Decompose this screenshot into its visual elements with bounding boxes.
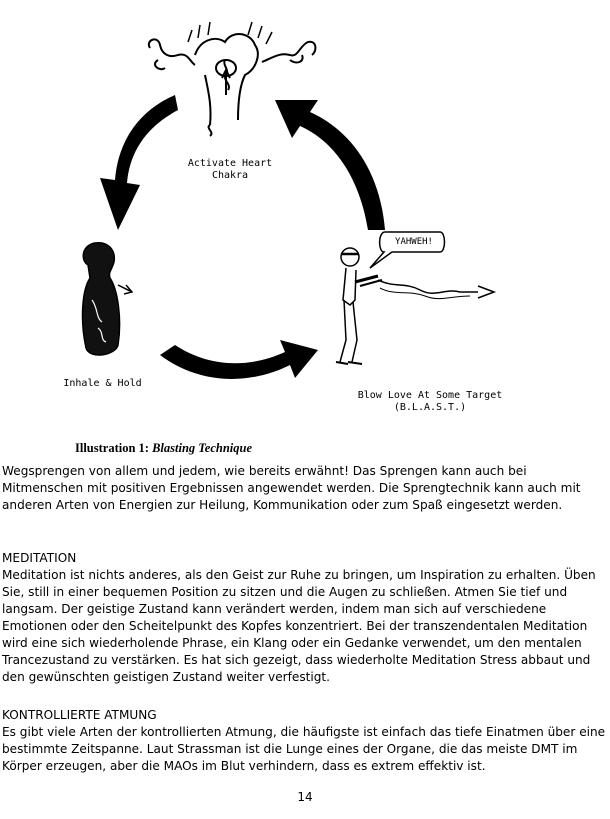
blast-figure: [336, 232, 494, 364]
arrow-left: [100, 95, 178, 230]
intro-paragraph: [2, 463, 606, 514]
caption-prefix: Illustration 1:: [75, 441, 149, 455]
meditation-text: Meditation ist nichts anderes, als den Geist zur Ruhe zu bringen, um Inspiration zu erhalten. Üben Sie, still in einer bequemen Position zu sitzen und die Augen zu schließen. Atmen Sie tief und langsam. Der geistige Zustand kann verändert werden, indem man sich auf verschiedene Emotionen oder den Scheitelpunkt des Kopfes konzentriert. Bei der transzendentalen Meditation wird eine sich wiederholende Phrase, ein Klang oder ein Gedanke verwendet, um den mentalen Trancezustand zu verstärken. Es hat sich gezeigt, dass wiederholte Meditation Stress abbaut und den gewünschten geistigen Zustand weiter verfestigt.: [2, 568, 596, 684]
speech-bubble-text: YAHWEH!: [395, 237, 433, 247]
label-inhale-hold: Inhale & Hold: [63, 378, 142, 389]
caption-title: Blasting Technique: [152, 441, 253, 455]
meditation-heading: MEDITATION: [2, 551, 77, 565]
arrow-bottom: [160, 340, 318, 379]
inhale-hold-figure: [83, 243, 132, 355]
intro-text: Wegsprengen von allem und jedem, wie bereits erwähnt! Das Sprengen kann auch bei Mitmenschen mit positiven Ergebnissen angewendet werden. Die Sprengtechnik kann auch mit anderen Arten von Energien zur Heilung, Kommunikation oder zum Spaß eingesetzt werden.: [2, 464, 581, 512]
figure-caption: [75, 441, 252, 456]
cycle-arrows: [100, 95, 385, 379]
breathing-text: Es gibt viele Arten der kontrollierten Atmung, die häufigste ist einfach das tiefe Einatmen über eine bestimmte Zeitspanne. Laut Strassman ist die Lunge eines der Organe, die das meiste DMT im Körper erzeugen, aber die MAOs im Blut verhindern, dass es extrem effektiv ist.: [2, 725, 606, 773]
label-blow-love: Blow Love At Some Target (B.L.A.S.T.): [357, 390, 503, 413]
breathing-heading: KONTROLLIERTE ATMUNG: [2, 708, 157, 722]
page-number: 14: [297, 790, 313, 804]
label-activate-heart-chakra: Activate Heart Chakra: [187, 158, 273, 181]
breathing-section: [2, 707, 606, 775]
arrow-right: [275, 100, 385, 230]
meditation-section: [2, 550, 606, 686]
